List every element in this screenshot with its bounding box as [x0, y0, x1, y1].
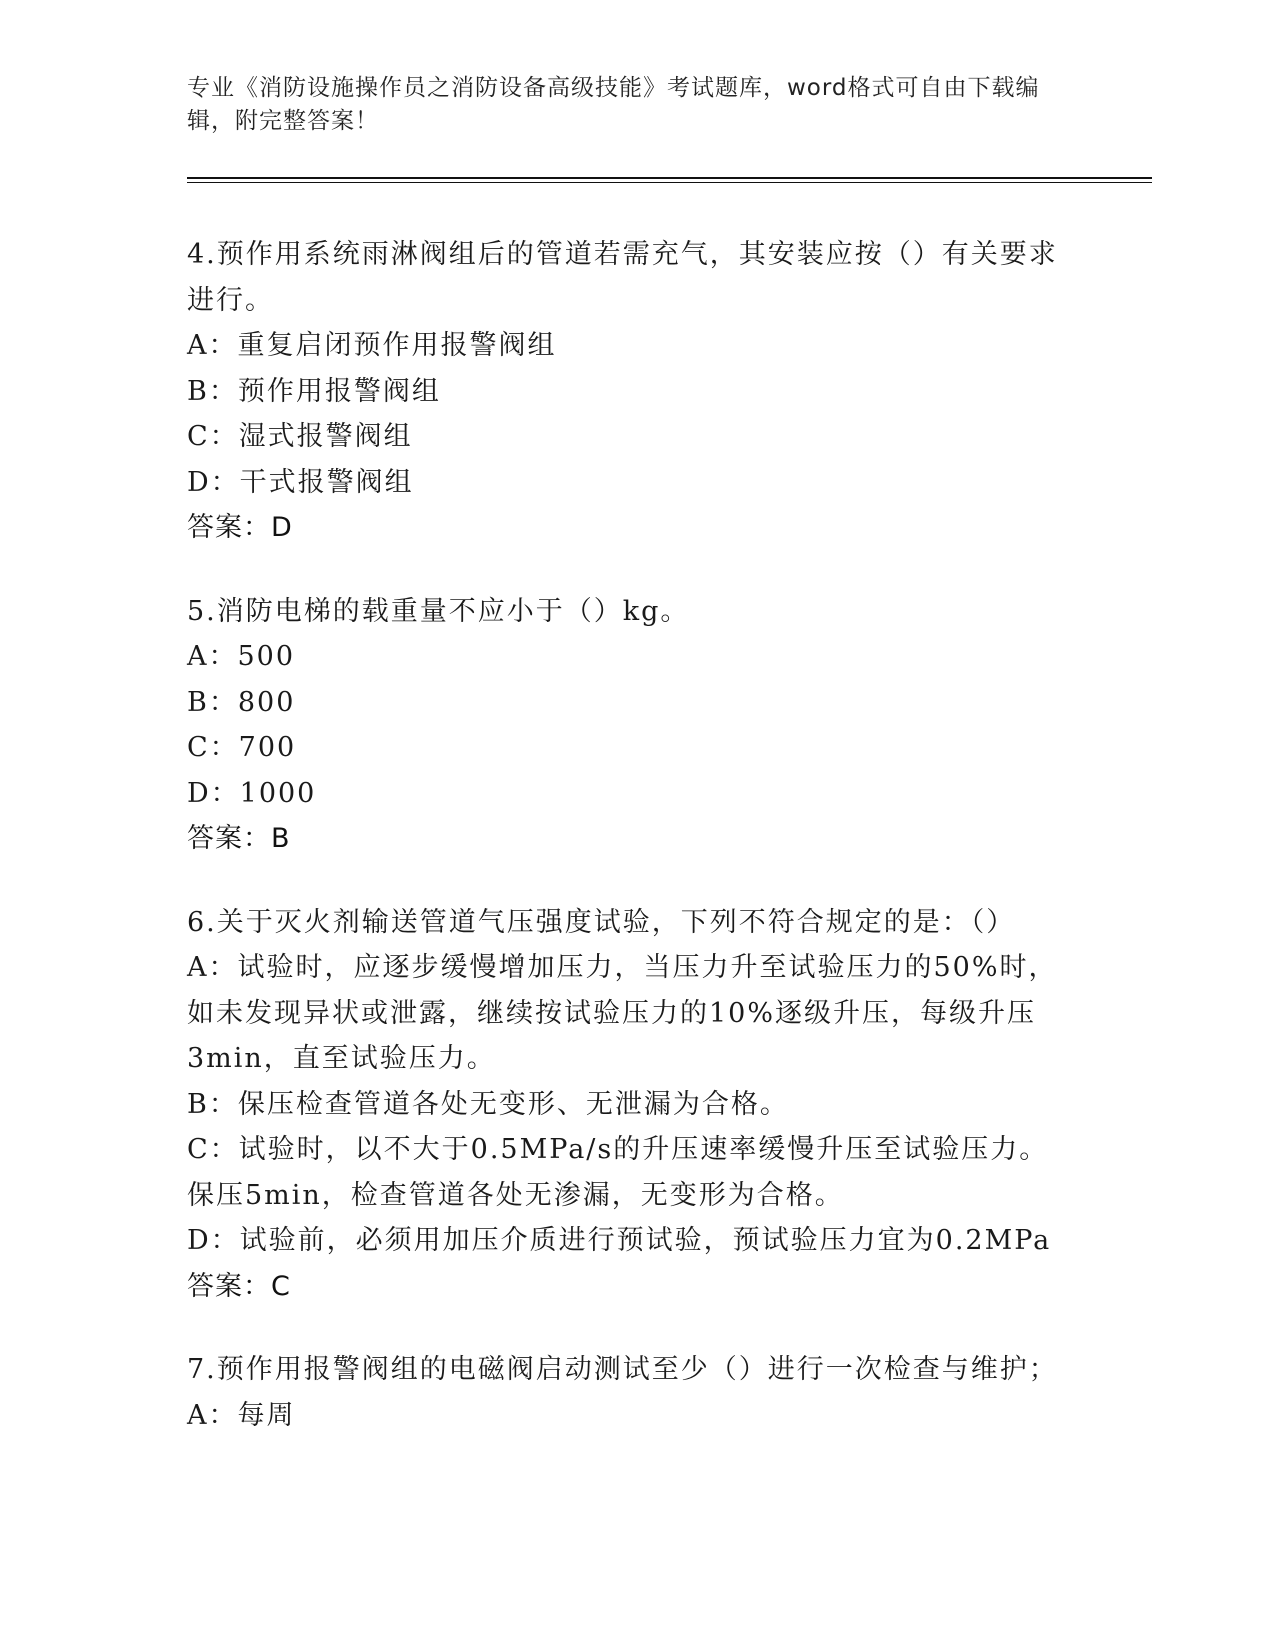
question-7: [187, 1347, 1067, 1438]
header-divider-thick: [187, 177, 1152, 179]
option-d: D：试验前，必须用加压介质进行预试验，预试验压力宜为0.2MPa: [187, 1225, 1052, 1256]
answer-label: 答案：B: [187, 823, 291, 854]
option-a: A：每周: [187, 1399, 296, 1431]
option-b: B：保压检查管道各处无变形、无泄漏为合格。: [187, 1088, 789, 1120]
document-header: 专业《消防设施操作员之消防设备高级技能》考试题库，word格式可自由下载编辑，附完整答案！: [187, 75, 1040, 134]
question-list: [187, 232, 1067, 1476]
option-c: C：湿式报警阀组: [187, 421, 413, 452]
answer-label: 答案：D: [187, 512, 293, 543]
option-a: A：重复启闭预作用报警阀组: [187, 330, 557, 361]
option-c: C：试验时，以不大于0.5MPa/s的升压速率缓慢升压至试验压力。保压5min，检查管道各处无渗漏，无变形为合格。: [187, 1134, 1049, 1211]
question-stem: 5.消防电梯的载重量不应小于（）kg。: [187, 595, 690, 627]
question-stem: 6.关于灭火剂输送管道气压强度试验，下列不符合规定的是：（）: [187, 906, 1016, 938]
header-divider-thin: [187, 182, 1152, 183]
answer-label: 答案：C: [187, 1270, 291, 1302]
question-4: [187, 232, 1067, 551]
question-stem: 4.预作用系统雨淋阀组后的管道若需充气，其安装应按（）有关要求进行。: [187, 239, 1058, 316]
option-b: B：800: [187, 686, 296, 718]
option-d: D：1000: [187, 777, 317, 809]
option-a: A：500: [187, 641, 296, 672]
option-b: B：预作用报警阀组: [187, 375, 441, 407]
question-5: [187, 589, 1067, 862]
option-c: C：700: [187, 732, 297, 763]
question-stem: 7.预作用报警阀组的电磁阀启动测试至少（）进行一次检查与维护；: [187, 1354, 1058, 1385]
option-a: A：试验时，应逐步缓慢增加压力，当压力升至试验压力的50%时，如未发现异状或泄露，继续按试验压力的10%逐级升压，每级升压3min，直至试验压力。: [187, 952, 1058, 1074]
question-6: [187, 900, 1067, 1310]
option-d: D：干式报警阀组: [187, 466, 414, 498]
